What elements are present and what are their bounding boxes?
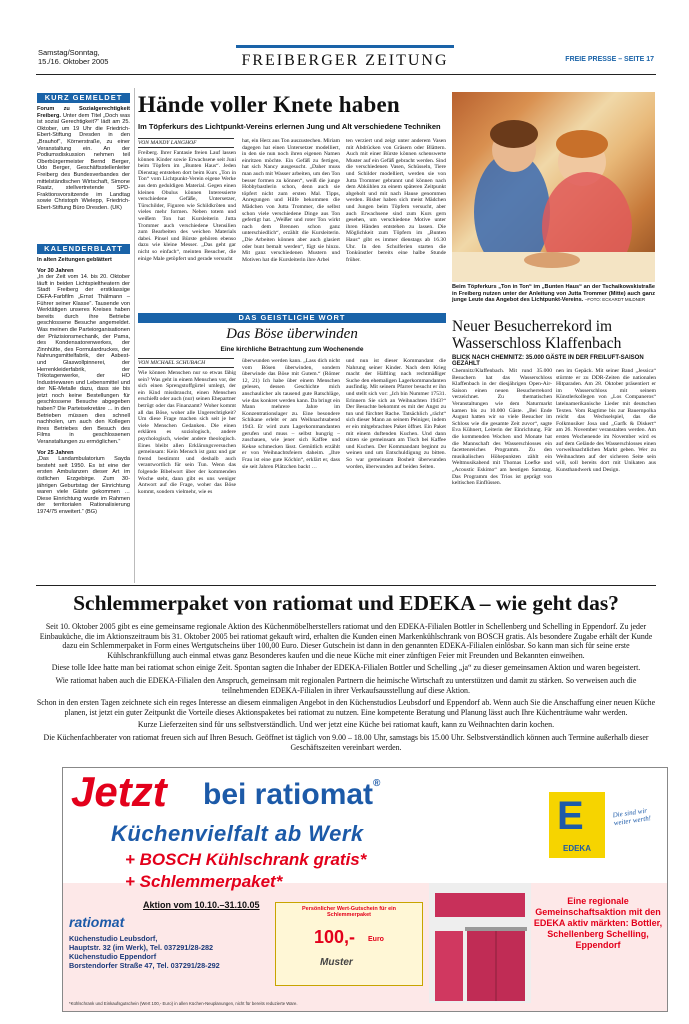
advertorial-paragraph: Schon in den ersten Tagen zeichnete sich ein reges Interesse an diesem einmaligen Angebot in den Küchenstudios Leubsdorf und Eppendorf ab. Wenn auch Sie die Anschaffung einer neuen Küche planen, ist jetzt ein guter Zeitpunkt die Vorteile dieses Aktionspaketes bei ratiomat zu nutzen. Eine kompetente Beratung und Planung lässt auch Ihre Küchenträume wahr werden.: [36, 698, 656, 717]
edeka-partner-text: Eine regionale Gemeinschaftsaktion mit den EDEKA aktiv märkten: Bottler, Schellenberg Schelling, Eppendorf: [533, 896, 663, 950]
masthead-rule: [36, 74, 656, 75]
edeka-slogan: Die sind wir weiter werth!: [612, 806, 652, 828]
ratiomat-logo: ratiomat: [69, 914, 125, 930]
brief-news-text: Unter dem Titel „Doch was ist sozial Gerechtigkeit?“ lädt am 25. Oktober, um 19 Uhr die Friedrich-Ebert-Stiftung Dresden in den „Brauhof“, Körnerstraße, zu einer Veranstaltung ein. An der Podiumsdiskussion nehmen teil Oberbürgermeister Bernd Berger, Udo Berger, Geschäftsstellenleiter Freiberg des Bundesverbandes der mittelständischen Wirtschaft, Simone Raatz, stellvertretende SPD-Fraktionsvorsitzende im Landtag sowie Christoph Wielepp, Friedrich-Ebert-Stiftung Büro Dresden. (UK): [37, 112, 130, 211]
religious-column-subhead: Eine kirchliche Betrachtung zum Wochenende: [220, 346, 364, 353]
religious-column-1: Wie können Menschen nur so etwas fähig sein? Was geht in einem Menschen vor, der sich einen Sprengstoffgürtel umlegt, der ein Kind missbraucht, einen Menschen erschießt oder auch (nur) seinen Ehepartner betrügt oder das Finanzamt? Woher kommt all das Böse, woher alle Ungerechtigkeit? Um diese Frage machen sich seit je her viele Menschen Gedanken. Die einen erklären es soziologisch, andere psychologisch, wieder andere theologisch. Eines bleibt allen Erklärungsversuchen gemeinsam: Kein Mensch ist ganz und gar fremd bestimmt und deshalb auch verantwortlich für sein Tun. Wenn das folgende Bibelwort über der kommenden Woche steht, dann gibt es uns weniger Antwort auf die Frage, woher das Böse kommt, sondern vielmehr, wie es: [138, 370, 236, 495]
kitchen-photo: [429, 883, 531, 1003]
ad-address-line: Hauptstr. 32 (im Werk), Tel. 037291/28-282: [69, 943, 214, 952]
ratiomat-advertisement: [62, 767, 668, 1012]
ad-bosch-offer: + BOSCH Kühlschrank gratis*: [125, 850, 367, 869]
photo-credit: –FOTO: ECKARDT MILDNER: [584, 297, 646, 303]
ad-bei-ratiomat-text: bei ratiomat: [203, 778, 374, 811]
advertorial-paragraph: Diese tolle Idee hatte man bei ratiomat schon einige Zeit. Spontan sagten die Inhaber der EDEKA-Filialen Bottler und Schelling „ja“ zu dieser gemeinsamen Aktion und waren begeistert.: [51, 663, 641, 673]
brief-news-heading: KURZ GEMELDET: [37, 93, 130, 103]
calendar-body: [37, 257, 130, 577]
voucher-value: 100,-: [314, 927, 356, 947]
section-title: FREIBERGER ZEITUNG: [241, 52, 449, 69]
ad-voucher: [275, 902, 423, 986]
calendar-entry-heading: Vor 25 Jahren: [37, 449, 74, 456]
issue-date: Samstag/Sonntag, 15./16. Oktober 2005: [38, 48, 109, 66]
main-column-3: ten verziert und zeigt unter anderem Vasen mit Abdrücken von Gräsern oder Blättern. Auch mit einer Bürste können schenswerte Muster auf ein Gefäß gebracht werden. Sind die verschiedenen Vasen, Schüsseln, Tiere und Schilder modelliert, werden sie von Jutta Trommer gebrannt und können nach dem Abkühlen zu einem späteren Zeitpunkt abgeholt und mit nach Hause genommen werden. Bisher haben sich meist Mädchen und Jungen beim Töpfern versucht, aber auch Erwachsene sind zum Kurs gern gesehen, um verschiedene Motive unter ihren Händen entstehen zu lassen. Die Möglichkeit zum Töpfern im „Bunten Haus“ gibt es immer dienstags ab 16.30 Uhr. In den Schulferien starten die Tonkünstler bereits eine halbe Stunde früher.: [346, 138, 446, 263]
religious-column-headline: Das Böse überwinden: [226, 326, 358, 342]
advertorial-paragraph: Seit 10. Oktober 2005 gibt es eine gemeinsame regionale Aktion des Küchenmöbelherstellers ratiomat und den EDEKA-Filialen Bottler in Schellenberg und Schelling in Eppendorf. Zu jeder Einbauküche, die im Aktionszeitraum bis 31. Oktober 2005 bei ratiomat gekauft wird, erhalten die Kunden einen Markenkühlschrank von BOSCH gratis. Als besondere Zugabe erhält der Kunde dazu ein Schlemmerpaket in Form eines Wertgutscheins über 100,00 Euro. Dieser Gutschein ist dann in den genannten EDEKA-Filialen einlösbar. So kann man sich für seine erste Kühlschrankfüllung auch einmal etwas ganz Besonderes kaufen und die neue Küche mit einer zünftigen Feier mit Freunden und Bekannten einweihen.: [39, 622, 653, 660]
page-indicator: FREIE PRESSE – SEITE 17: [565, 56, 654, 63]
main-byline: VON MANDY LANGHOF: [138, 138, 234, 148]
ad-registered-mark: ®: [373, 778, 381, 789]
advertorial-paragraph: Wie ratiomat haben auch die EDEKA-Filialen den Anspruch, gemeinsam mit regionalen Partnern die heimische Wirtschaft zu unterstützen und damit zu stärken. So verweisen auch die teilnehmenden EDEKA-Filialen in ihrer Verkaufsausstellung auf diese Aktion.: [55, 675, 637, 695]
voucher-title: Persönlicher Wert-Gutschein für ein Schlemmerpaket: [301, 906, 397, 918]
ad-jetzt: Jetzt: [71, 768, 167, 815]
kitchen-illustration: [429, 883, 531, 1003]
brief-news-body: [37, 106, 130, 234]
brief-news-lead: Forum zu Sozialgerechtigkeit Freiberg.: [37, 106, 130, 119]
religious-column-heading: DAS GEISTLICHE WORT: [138, 313, 446, 323]
advertorial-paragraph: Die Küchenfachberater von ratiomat freuen sich auf Ihren Besuch. Geöffnet ist täglich von 9.00 – 18.00 Uhr, samstags bis 15.00 Uhr. Selbstverständlich können auch Termine außerhalb dieser Geschäftszeiten vereinbart werden.: [43, 732, 649, 752]
edeka-logo-e: E: [557, 794, 584, 838]
photo-caption: [452, 284, 655, 304]
ad-address-line: Küchenstudio Eppendorf: [69, 952, 157, 961]
calendar-entry-text: „In der Zeit vom 14. bis 20. Oktober läuft in beiden Lichtspieltheatern der Stadt Freiberg der erstklassige DEFA-Farbfilm „Ernst Thälmann – Führer seiner Klasse“. Tausende von Werktätigen unseres Kreises haben bereits durch ihre Betriebe geschlossene Besuche angemeldet. Was meinen die Parteiorganisationen der Präzisionsmechanik, der Pama, des Kondensatorenwerkes, der Zinnhütte, des Formulardruckes, der Nahrungsmittelfabrik, der Asbest- und Glaswollpinnerei, der Herrenkleiderfabrik, der Trikotagenwerke, der HO Industriewaren und Lebensmittel und der NE-Metalle dazu, dass sie bis jetzt noch keine Bestellungen für geschlossene Besuche abgegeben haben? Die Parteisekretäre … in den Betrieben müssen dies schnell nachholen, um auch den Kollegen ihres Betriebes den Besuch des Films in geschlossenen Veranstaltungen zu ermöglichen.“: [37, 274, 130, 446]
museum-column-2: nen im Gepäck. Mit seiner Band „Jessica“ stürmte er zu DDR-Zeiten die nationalen Hitparaden. Am 28. Oktober präsentiert er im Wasserschloss mit seinem Künstlerkollegen von „Los Companeros“ lateinamerikanische Lieder mit deutschen Texten. Vom Ragtime bis zur Bauernpolka reicht das Wechselspiel, das die Folkmusiker Josa und „Garfk & Diskert“ am 26. November veranstalten werden. Am ersten Wochenende im November wird es auf dem Gelände des Wasserschlosses einen vorweihnachtlichen Markt geben. Wer zu Weihnachten auf der sicheren Seite sein will, soll bereits dort mit Unikaten aus Kunsthandwerk und Design.: [556, 368, 656, 473]
pottery-class-photo: [452, 92, 655, 282]
masthead-accent-bar: [236, 45, 454, 48]
edeka-logo-text: EDEKA: [562, 844, 591, 853]
voucher-stamp: Muster: [320, 957, 353, 968]
calendar-entry-heading: Vor 30 Jahren: [37, 267, 74, 274]
main-subheadline: Im Töpferkurs des Lichtpunkt-Vereins erlernen Jung und Alt verschiedene Techniken: [138, 122, 441, 131]
ad-address-line: Küchenstudio Leubsdorf,: [69, 934, 158, 943]
main-column-1: Freiberg. Ihrer Fantasie freien Lauf lassen können Kinder sowie Erwachsene seit Juni beim Töpfern im „Bunten Haus“. Jeden Dienstag entstehen dort beim Kurs „Ton in Ton“ vom Lichtpunkt-Verein eigene Werke aus dem geduldigen Material. Gegen einen kleinen Obulus können Interessierte verschiedene Gefäße, Untersetzer, Türschilder, Figuren wie Schildkröten und vieles mehr formen. Neben totem und weißem Ton hat Kursleiterin Jutta Trommer auch verschiedene Utensilien zum Bearbeiten des weichen Materials dabei. Pinsel und Bürste gehören ebenso dazu wie kleine Messer. „Das geht gar nicht so einfach“, meinten Besucher, die einige Male getöpfert und gerade versucht: [138, 150, 236, 262]
calendar-heading: KALENDERBLATT: [37, 244, 130, 254]
main-article-body: [138, 138, 448, 308]
museum-column-1: Chemnitz/Klaffenbach. Mit rund 35.000 Besuchern hat das Wasserschloss Klaffenbach in der diesjährigen Open-Air-Saison einen neuen Besucherrekord verzeichnet. Zu thematischen Veranstaltungen wie dem Naturmarkt kamen bis zu 10.000 Gäste. „Bei Ende August hatten wir so viele Besucher im Schloss wie die gesamte Zeit zuvor“, sagte Eva Kühnert, Leiterin der Einrichtung. Für die kommenden Wochen und Monate hat die Mannschaft des Wasserschlosses ein facettenreiches Programm. Zu den musikalischen Höhepunkten zählt ein Weltmusikabend mit Thomas Loefke und „Acoustic Eskimo“ am heutigen Samstag. Das Programm des Trios ist geprägt von keltischen Einflüssen.: [452, 368, 552, 487]
religious-column-3: und nun ist dieser Kommandant die Nahrung seiner Kinder. Nach dem Krieg macht der Häftling nach rechtmäßiger Suche den ehemaligen Lagerkommandanten ausfindig. Mit seinem Pfarrer besucht er ihn und stellt sich vor: „Ich bin Nummer 17531. Erinnern Sie sich an Weihnachten 1943?“ Der Besuchte bekommt es mit der Angst zu tun und fürchtet Rache. Tatsächlich „rächt“ sich dieser Mann an seinem Peiniger, indem er ein mitgebrachtes Paket öffnet. Ein Paket mit einem duftenden Kuchen. Und dann sitzen sie gemeinsam am Tisch bei Kaffee und Kuchen. Der Kommandant beginnt zu weinen und um Entschuldigung zu bitten. So war gemeinsam Bosheit überwunden worden, überwunden auf beiden Seiten.: [346, 358, 446, 470]
calendar-subtitle: In alten Zeitungen geblättert: [37, 257, 112, 263]
ad-schlemmer-offer: + Schlemmerpaket*: [125, 872, 283, 891]
main-column-2: hat, ein Herz aus Ton auszustechen. Miriam dagegen hat einen Untersetzer modelliert, in den sie nun noch ihren eigenen Namen einritzen möchte. Ein Gefäß zu fertigen, hat sich Nancy ausgesucht. „Daher muss man auch mit Wasser arbeiten, um den Ton besser formen zu können“, weiß die junge Hobbybastlerin schon, denn auch sie töpfert nicht zum ersten Mal. Tipps, Anregungen und Hilfe bekommen die Mädchen von Jutta Trommer, die selbst schon viele verschiedene Dinge aus Ton gefertigt hat. „Weißer und roter Ton wirkt nach dem Brennen schon ganz unterschiedlich“, erzählt die Kursleiterin. „Die Arbeiten können aber auch glasiert oder bunt bemalt werden“, fügt sie hinzu. Mit ganz verschiedenen Mustern und Motiven hat die Kursleiterin ihre Arbei: [242, 138, 340, 263]
museum-headline: Neuer Besucherrekord im Wasserschloss Klaffenbach: [452, 318, 622, 352]
ad-addresses: [69, 934, 220, 970]
advertorial-headline: Schlemmerpaket von ratiomat und EDEKA – wie geht das?: [73, 591, 619, 615]
ad-address-line: Borstendorfer Straße 47, Tel. 037291/28-292: [69, 961, 220, 970]
calendar-entry-text: „Das Landambulatorium Sayda besteht seit 1950. Es ist eine der ersten Ambulanzen dieser Art im östlichen Erzgebirge. Zum 30-jährigen Geburtstag der Einrichtung waren viele Gäste gekommen … Diese Einrichtung wurde im Rahmen der territorialen Rationalisierung 1974/75 erweitert.“ (BG): [37, 456, 130, 515]
photo-caption-text: Beim Töpferkurs „Ton in Ton“ im „Bunten Haus“ an der Tschaikowskistraße in Freiberg nutzen unter der Anleitung von Jutta Trommer (Mitte) auch ganz junge Leute das Angebot des Lichtpunkt-Vereins.: [452, 284, 655, 304]
religious-column-body: [138, 358, 446, 580]
ad-kuechenvielfalt: Küchenvielfalt ab Werk: [111, 821, 364, 846]
advertorial-paragraph: Kurze Lieferzeiten sind für uns selbstverständlich. Und wer jetzt eine Küche bei ratiomat kauft, kann zu Weihnachten darin kochen.: [137, 720, 555, 730]
religious-byline: VON MICHAEL SCHUBACH: [138, 358, 234, 368]
ad-bei-ratiomat: [203, 778, 380, 812]
main-headline: Hände voller Knete haben: [138, 92, 400, 117]
museum-subhead: BLICK NACH CHEMNITZ: 35.000 GÄSTE IN DER FREILUFT-SAISON GEZÄHLT: [452, 355, 644, 367]
section-rule: [36, 585, 656, 586]
column-divider: [134, 88, 135, 583]
ad-period: Aktion vom 10.10.–31.10.05: [143, 900, 260, 910]
ad-footnote: *Kühlschrank und Einkaufsgutschein (Wert 100,- Euro) in allen Küchen-Neuplanungen, nicht für bereits reduzierte Ware.: [69, 1001, 298, 1006]
photo-illustration: [452, 92, 655, 282]
edeka-logo: [549, 792, 605, 858]
voucher-unit: Euro: [368, 936, 384, 943]
religious-column-2: überwunden werden kann. „Lass dich nicht vom Bösen überwinden, sondern überwinde das Böse mit Gutem.“ (Römer 12, 21) Ich habe über einem Menschen gelesen, dessen Geschichte mich anschaulicher als tausend gute Ratschläge, wie das konkret werden kann. Da bringt ein Mann mehrere Jahre im Konzentrationslager zu. Eine besondere Schikane erlebt er am Weihnachtsabend 1943. Er wird zum Lagerkommandanten gerufen und muss – selbst hungrig – zuschauen, wie jener sich Kaffee und Kekse schmecken lässt. Gemütlich erzählt er von Weihnachtsfeiern daheim. „Ihre Frau ist eine gute Köchin“, erklärt er, dass sie seit Jahren Plätzchen backt …: [242, 358, 340, 470]
advertorial-body: [36, 622, 656, 752]
